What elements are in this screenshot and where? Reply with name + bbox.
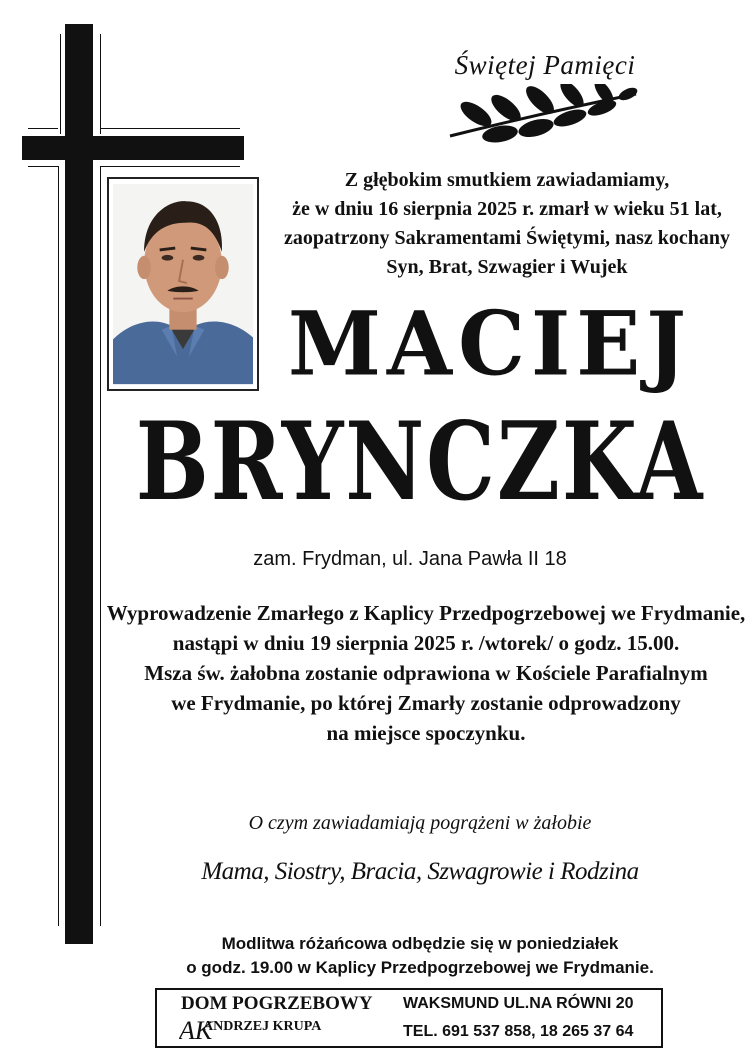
- cross-outline: [100, 34, 101, 134]
- photo-frame: [107, 177, 259, 391]
- funeral-home-phone: TEL. 691 537 858, 18 265 37 64: [403, 1023, 634, 1040]
- logo-letters: AK: [179, 1016, 213, 1045]
- funeral-home-address: WAKSMUND UL.NA RÓWNI 20: [403, 995, 634, 1012]
- funeral-line: Msza św. żałobna zostanie odprawiona w Kościele Parafialnym: [144, 661, 708, 685]
- cross-outline: [60, 34, 61, 134]
- cross-bar: [22, 136, 244, 160]
- intro-line: Z głębokim smutkiem zawiadamiamy,: [344, 169, 670, 191]
- prayer-line: Modlitwa różańcowa odbędzie się w poniedziałek: [221, 934, 619, 953]
- cross-outline: [100, 128, 240, 129]
- intro-text: [268, 166, 746, 282]
- cross-outline: [58, 166, 59, 926]
- funeral-line: nastąpi w dniu 19 sierpnia 2025 r. /wtorek/ o godz. 15.00.: [172, 631, 680, 655]
- mourners-intro: O czym zawiadamiają pogrążeni w żałobie: [248, 812, 592, 834]
- deceased-address: zam. Frydman, ul. Jana Pawła II 18: [253, 548, 567, 570]
- cross-outline: [28, 128, 58, 129]
- portrait-photo: [113, 183, 253, 385]
- funeral-line: Wyprowadzenie Zmarłego z Kaplicy Przedpogrzebowej we Frydmanie,: [106, 601, 746, 625]
- intro-line: że w dniu 16 sierpnia 2025 r. zmarł w wieku 51 lat,: [292, 198, 722, 220]
- deceased-last-name: BRYNCZKA: [135, 398, 705, 526]
- funeral-line: we Frydmanie, po której Zmarły zostanie odprowadzony: [171, 691, 681, 715]
- funeral-home-box: [155, 988, 663, 1048]
- header-title: Świętej Pamięci: [454, 50, 636, 80]
- deceased-first-name: MACIEJ: [287, 291, 693, 396]
- cross-outline: [100, 166, 240, 167]
- prayer-notice: [100, 932, 740, 980]
- intro-line: zaopatrzony Sakramentami Świętymi, nasz kochany: [283, 227, 731, 249]
- cross-icon: [65, 24, 93, 944]
- funeral-home-owner: ANDRZEJ KRUPA: [203, 1019, 322, 1034]
- funeral-details: [92, 598, 752, 748]
- funeral-line: na miejsce spoczynku.: [326, 721, 526, 745]
- cross-outline: [28, 166, 58, 167]
- intro-line: Syn, Brat, Szwagier i Wujek: [386, 256, 628, 278]
- olive-branch-icon: [448, 84, 638, 144]
- prayer-line: o godz. 19.00 w Kaplicy Przedpogrzebowej we Frydmanie.: [186, 958, 654, 977]
- funeral-home-name: DOM POGRZEBOWY: [181, 993, 373, 1014]
- mourners-family: Mama, Siostry, Bracia, Szwagrowie i Rodzina: [201, 858, 639, 885]
